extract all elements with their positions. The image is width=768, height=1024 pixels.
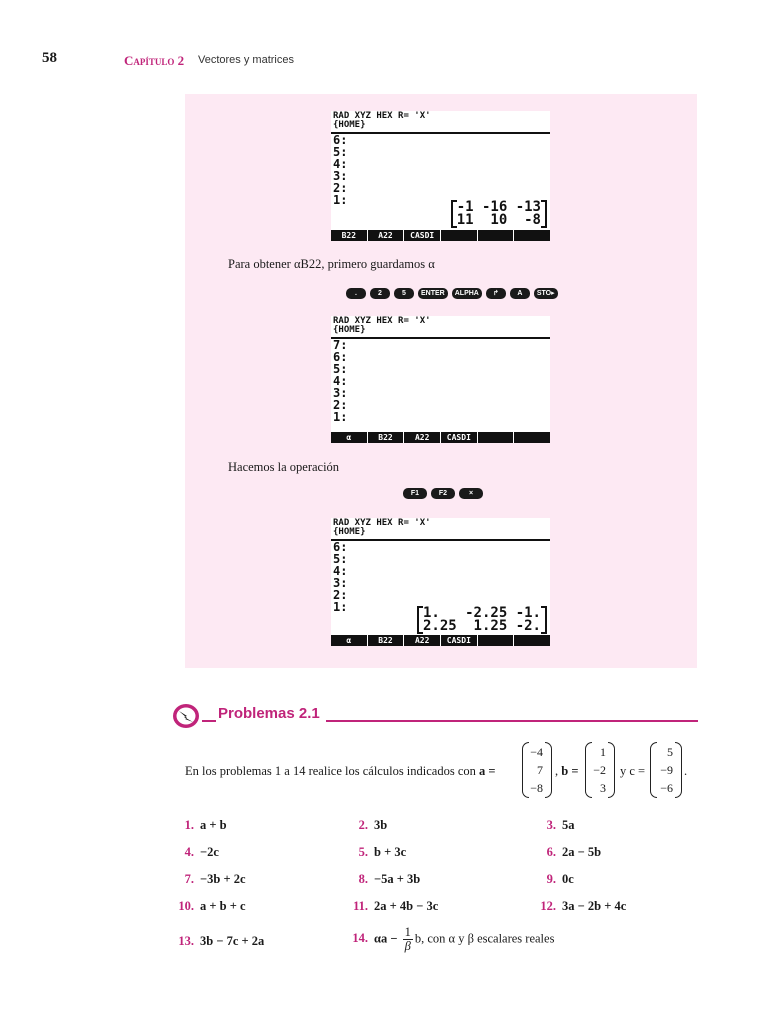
softkey-1[interactable]: α <box>331 432 368 443</box>
softkey-3[interactable]: A22 <box>404 635 441 646</box>
page-number: 58 <box>42 50 57 66</box>
vector-b <box>585 742 615 798</box>
problem-14: 14. αa − $\frac{1}{\beta}$ b, con α y β escalares reales <box>352 925 555 953</box>
key-a: A <box>510 288 530 299</box>
chapter-label: Capítulo 2 <box>124 53 185 68</box>
key-right-shift-icon: ↱ <box>486 288 506 299</box>
vector-a-1: −4 <box>530 745 543 759</box>
vector-a <box>522 742 552 798</box>
intro-text: En los problemas 1 a 14 realice los cálculos indicados con a = <box>185 764 496 778</box>
stack-levels: 6: 5: 4: 3: 2: 1: <box>333 133 348 207</box>
softkey-5[interactable] <box>478 432 515 443</box>
softkey-3[interactable]: A22 <box>404 432 441 443</box>
softkey-1[interactable]: B22 <box>331 230 368 241</box>
softkey-4[interactable] <box>441 230 478 241</box>
key-f1: F1 <box>403 488 427 499</box>
calculator-screen-2 <box>331 316 550 443</box>
page-header <box>0 50 768 74</box>
keystroke-sequence-store <box>346 288 558 299</box>
keystroke-sequence-operation <box>403 488 483 499</box>
softkey-3[interactable]: CASDI <box>404 230 441 241</box>
vector-c <box>650 742 682 798</box>
vector-c-label: y c = <box>620 764 646 778</box>
key-2: 2 <box>370 288 390 299</box>
vector-b-1: 1 <box>600 745 606 759</box>
stack-levels: 7: 6: 5: 4: 3: 2: 1: <box>333 338 348 424</box>
screen-status-line: RAD XYZ HEX R= 'X' <box>333 111 431 121</box>
calculator-screen-3 <box>331 518 550 646</box>
problem-10: 10. a + b + c <box>178 899 246 913</box>
vector-a-label: a = <box>479 764 496 778</box>
problem-1: 1. a + b <box>184 818 227 832</box>
caption-operation: Hacemos la operación <box>228 460 340 474</box>
problem-9: 9. 0c <box>546 872 574 886</box>
screen-path: {HOME} <box>333 325 366 335</box>
screen-divider <box>331 337 550 339</box>
stack-levels: 6: 5: 4: 3: 2: 1: <box>333 540 348 614</box>
screen-status-line: RAD XYZ HEX R= 'X' <box>333 518 431 528</box>
problem-3: 3. 5a <box>546 818 575 832</box>
problem-4: 4. −2c <box>184 845 219 859</box>
screen-divider <box>331 132 550 134</box>
chapter-title: Vectores y matrices <box>198 54 294 66</box>
problem-5: 5. b + 3c <box>358 845 407 859</box>
screen-path: {HOME} <box>333 527 366 537</box>
caption-store-alpha: Para obtener αB22, primero guardamos α <box>228 257 435 271</box>
key-f2: F2 <box>431 488 455 499</box>
softkey-menu <box>331 432 550 443</box>
softkey-2[interactable]: B22 <box>368 635 405 646</box>
problem-7: 7. −3b + 2c <box>184 872 246 886</box>
softkey-menu <box>331 635 550 646</box>
key-enter: ENTER <box>418 288 448 299</box>
vector-b-2: −2 <box>593 763 606 777</box>
screen-divider <box>331 539 550 541</box>
problem-8: 8. −5a + 3b <box>358 872 421 886</box>
key-dot: . <box>346 288 366 299</box>
key-5: 5 <box>394 288 414 299</box>
softkey-4[interactable]: CASDI <box>441 635 478 646</box>
vector-b-3: 3 <box>600 781 606 795</box>
softkey-2[interactable]: A22 <box>368 230 405 241</box>
softkey-6[interactable] <box>514 230 550 241</box>
problems-title: Problemas 2.1 <box>216 705 326 722</box>
intro-end-period: . <box>684 764 688 778</box>
softkey-5[interactable] <box>478 230 515 241</box>
softkey-2[interactable]: B22 <box>368 432 405 443</box>
softkey-menu <box>331 230 550 241</box>
problems-intro <box>185 740 705 800</box>
vector-c-2: −9 <box>660 763 673 777</box>
problem-11: 11. 2a + 4b − 3c <box>353 899 439 913</box>
softkey-6[interactable] <box>514 635 550 646</box>
problem-13: 13. 3b − 7c + 2a <box>178 934 265 948</box>
key-alpha: ALPHA <box>452 288 482 299</box>
key-sto: STO▸ <box>534 288 558 299</box>
fraction-one-over-beta: $\frac{1}{\beta}$ <box>404 925 411 953</box>
softkey-4[interactable]: CASDI <box>441 432 478 443</box>
result-matrix: -1 -16 -13 11 10 -8 <box>451 200 547 228</box>
softkey-6[interactable] <box>514 432 550 443</box>
vector-a-2: 7 <box>537 763 543 777</box>
problem-12: 12. 3a − 2b + 4c <box>540 899 627 913</box>
problem-2: 2. 3b <box>358 818 388 832</box>
softkey-1[interactable]: α <box>331 635 368 646</box>
screen-status-line: RAD XYZ HEX R= 'X' <box>333 316 431 326</box>
result-matrix: 1. -2.25 -1. 2.25 1.25 -2. <box>417 606 547 634</box>
lightning-icon <box>172 702 200 730</box>
vector-c-3: −6 <box>660 781 673 795</box>
vector-b-label: , b = <box>555 764 579 778</box>
vector-c-1: 5 <box>667 745 673 759</box>
key-multiply: × <box>459 488 483 499</box>
problems-heading <box>172 700 698 730</box>
calculator-screen-1 <box>331 111 550 241</box>
softkey-5[interactable] <box>478 635 515 646</box>
problem-6: 6. 2a − 5b <box>546 845 602 859</box>
vector-a-3: −8 <box>530 781 543 795</box>
screen-path: {HOME} <box>333 120 366 130</box>
